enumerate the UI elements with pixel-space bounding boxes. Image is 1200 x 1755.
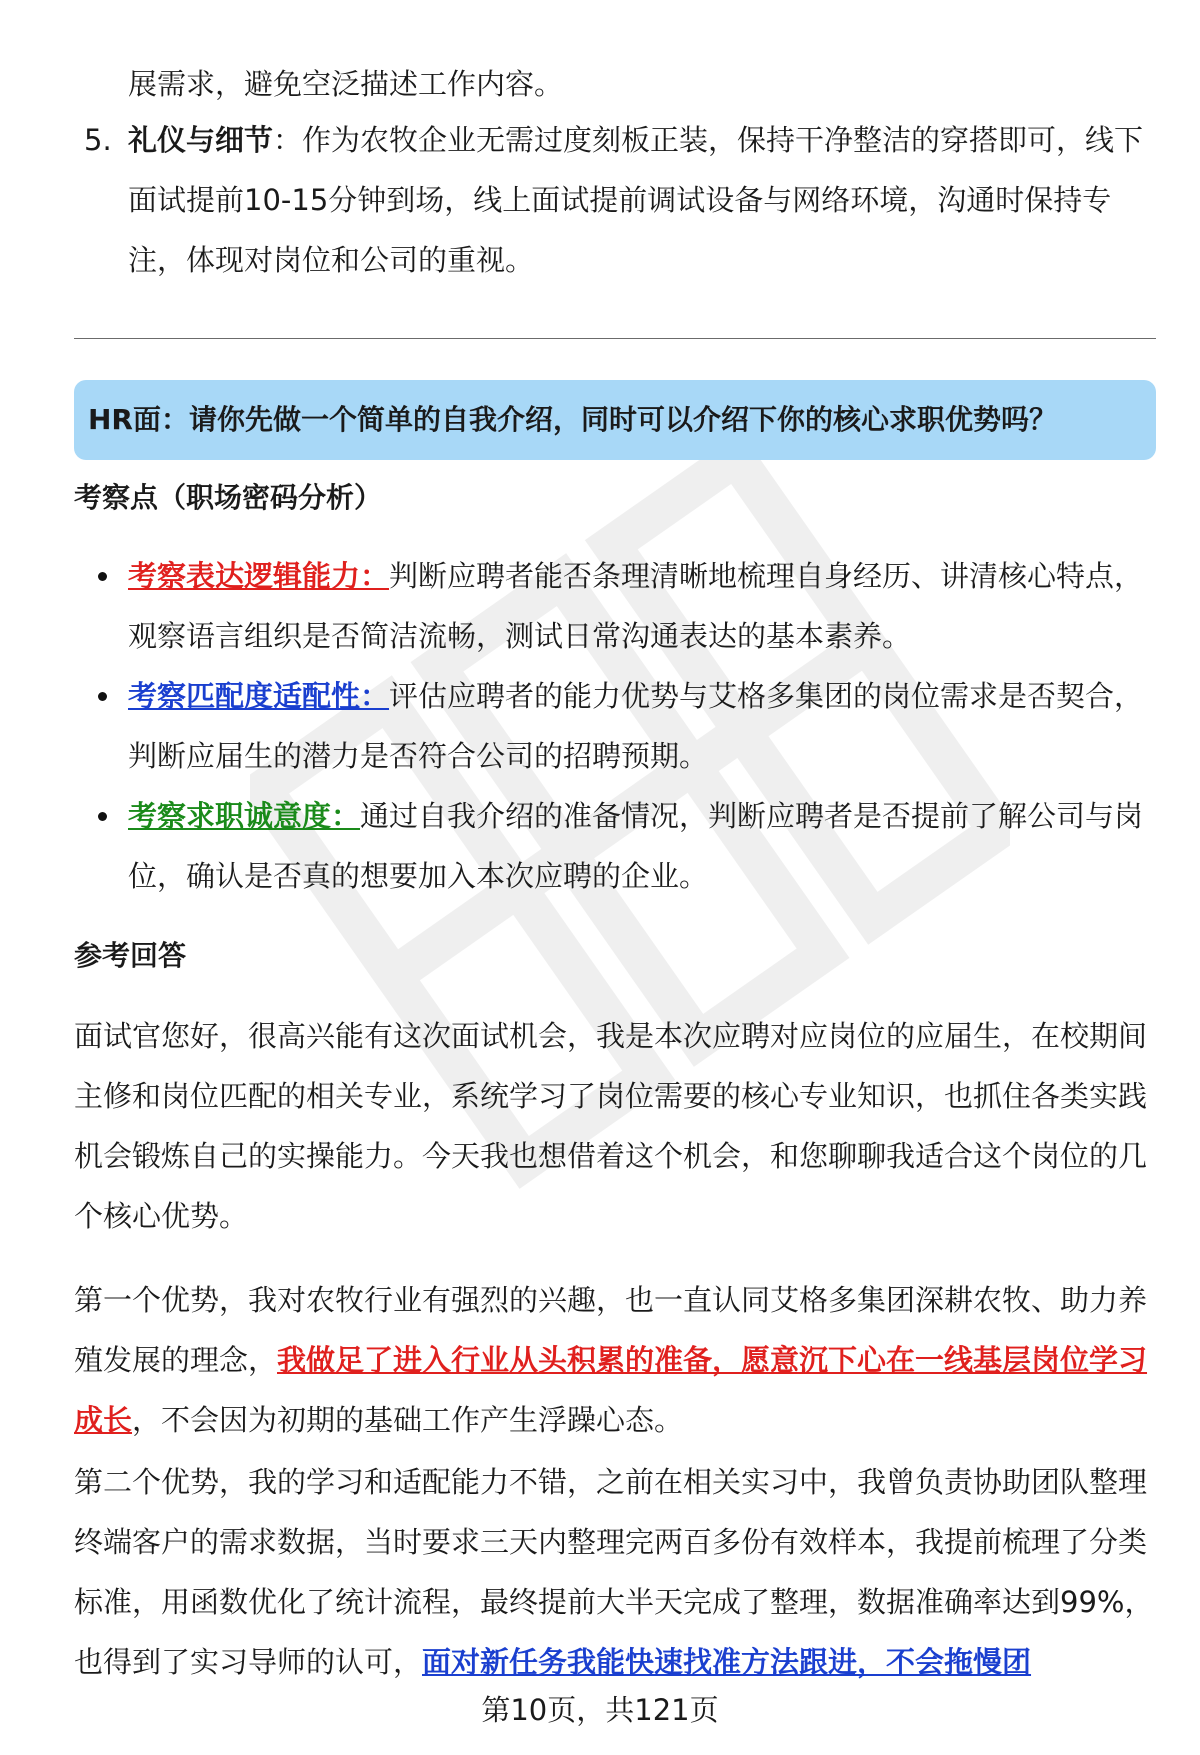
- page-footer: 第10页，共121页: [481, 1693, 719, 1727]
- list-item-text: [128, 110, 1144, 290]
- list-number: 5.: [84, 123, 112, 157]
- paragraph-text: ，不会因为初期的基础工作产生浮躁心态。: [132, 1403, 684, 1437]
- answer-paragraph-2: [74, 1270, 1156, 1450]
- analysis-bullet-list: [74, 546, 1156, 906]
- bullet-item: [74, 546, 1156, 666]
- bullet-dot: [98, 572, 107, 581]
- answer-paragraph-3: [74, 1452, 1156, 1692]
- bullet-item: [74, 786, 1156, 906]
- section-divider: [74, 338, 1156, 339]
- bullet-dot: [98, 692, 107, 701]
- paragraph-text: 第二个优势，我的学习和适配能力不错，之前在相关实习中，我曾负责协助团队整理终端客户的需求数据，当时要求三天内整理完两百多份有效样本，我提前梳理了分类标准，用函数优化了统计流程，最终提前大半天完成了整理，数据准确率达到99%，也得到了实习导师的认可，: [74, 1465, 1154, 1679]
- answer-paragraph-1: 面试官您好，很高兴能有这次面试机会，我是本次应聘对应岗位的应届生，在校期间主修和岗位匹配的相关专业，系统学习了岗位需要的核心专业知识，也抓住各类实践机会锻炼自己的实操能力。今天我也想借着这个机会，和您聊聊我适合这个岗位的几个核心优势。: [74, 1019, 1148, 1233]
- paragraph-text: 第一个优势，我对农牧行业有强烈的兴趣，也一直认同艾格多集团深耕农牧、助力养殖发展的理念，: [74, 1283, 1148, 1377]
- question-text: HR面：请你先做一个简单的自我介绍，同时可以介绍下你的核心求职优势吗？: [88, 403, 1057, 436]
- highlight-text: 我做足了进入行业从头积累的准备，愿意沉下心在一线基层岗位学习成长: [74, 1343, 1148, 1437]
- bullet-item: [74, 666, 1156, 786]
- previous-item-continuation: 展需求，避免空泛描述工作内容。: [128, 67, 564, 101]
- bullet-dot: [98, 812, 107, 821]
- bullet-text: 通过自我介绍的准备情况，判断应聘者是否提前了解公司与岗位，确认是否真的想要加入本次应聘的企业。: [128, 799, 1144, 893]
- bullet-lead: 考察表达逻辑能力：: [128, 559, 390, 593]
- question-banner: [74, 380, 1156, 460]
- bullet-lead: 考察匹配度适配性：: [128, 679, 390, 713]
- answer-heading: 参考回答: [74, 939, 187, 972]
- list-item-title: 礼仪与细节: [128, 123, 274, 157]
- analysis-heading: 考察点（职场密码分析）: [74, 481, 383, 514]
- list-item-body: ：作为农牧企业无需过度刻板正装，保持干净整洁的穿搭即可，线下面试提前10-15分钟到场，线上面试提前调试设备与网络环境，沟通时保持专注，体现对岗位和公司的重视。: [128, 123, 1144, 277]
- bullet-text: 评估应聘者的能力优势与艾格多集团的岗位需求是否契合，判断应届生的潜力是否符合公司的招聘预期。: [128, 679, 1144, 773]
- highlight-text: 面对新任务我能快速找准方法跟进，不会拖慢团: [422, 1645, 1032, 1679]
- bullet-lead: 考察求职诚意度：: [128, 799, 361, 833]
- list-item-5: [84, 110, 1144, 290]
- bullet-text: 判断应聘者能否条理清晰地梳理自身经历、讲清核心特点，观察语言组织是否简洁流畅，测试日常沟通表达的基本素养。: [128, 559, 1144, 653]
